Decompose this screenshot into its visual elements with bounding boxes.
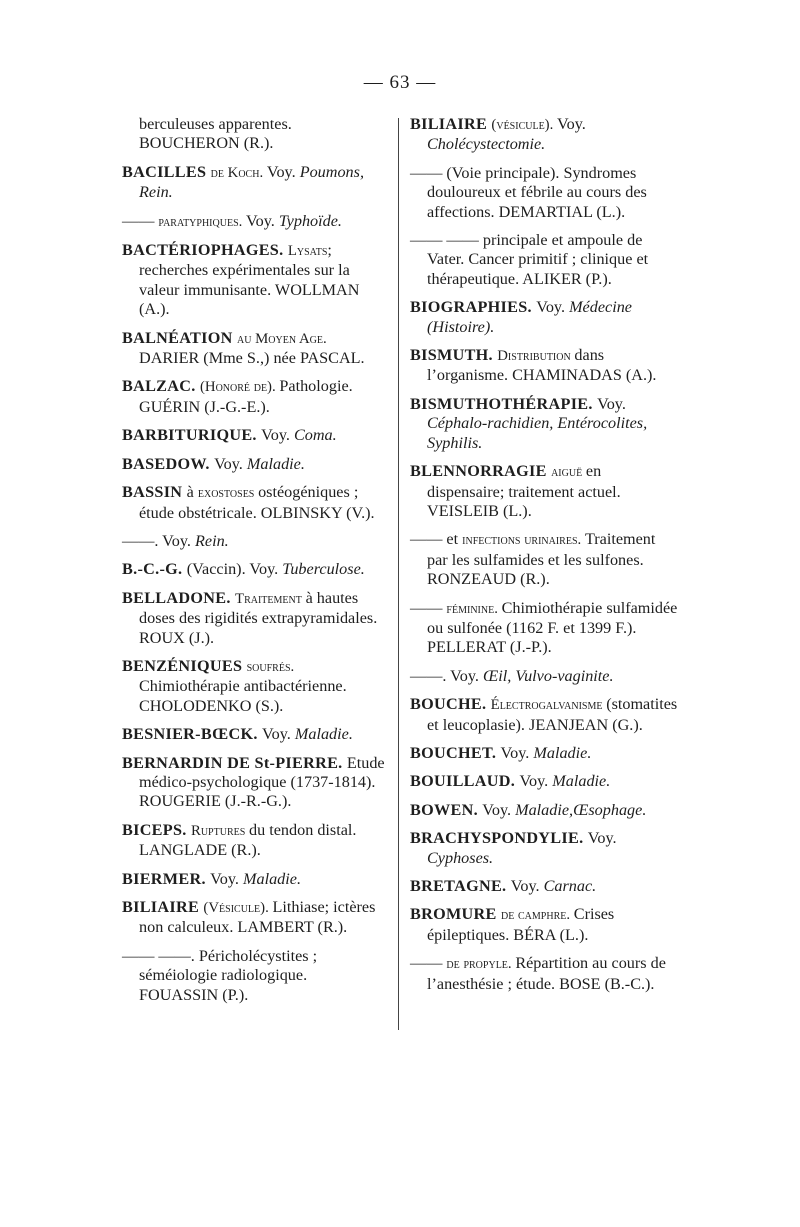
- index-entry: [122, 377, 390, 417]
- entry-text: Voy.: [482, 800, 516, 819]
- entry-text: Traitement par les sulfamides et les sulfones. RONZEAUD (R.).: [427, 530, 656, 589]
- index-entry: [122, 870, 390, 889]
- entry-text: Ruptures: [190, 822, 249, 839]
- entry-text: soufrés.: [246, 658, 295, 675]
- entry-text: à hautes doses des rigidités extrapyramidales. ROUX (J.).: [139, 588, 378, 647]
- entry-text: Traitement: [235, 590, 306, 607]
- entry-text: exostoses: [197, 485, 259, 502]
- index-entry: [122, 483, 390, 523]
- entry-heading: BARBITURIQUE.: [122, 426, 262, 445]
- entry-text: Maladie,Œsophage.: [515, 800, 647, 819]
- index-entry: [410, 829, 678, 868]
- index-entry: [122, 455, 390, 474]
- entry-text: (Honoré de).: [199, 379, 280, 396]
- entry-text: ——. Voy.: [410, 666, 484, 685]
- entry-text: —— (Voie principale). Syndromes douloureux et fébrile au cours des affections. DEMARTIAL (L.).: [410, 163, 647, 221]
- index-entry: [410, 231, 678, 289]
- entry-heading: BILIAIRE: [122, 898, 204, 916]
- index-entry: [410, 877, 678, 896]
- index-entry: [410, 164, 678, 222]
- entry-text: Tuberculose.: [282, 560, 365, 579]
- entry-text: au Moyen Age.: [236, 330, 327, 347]
- entry-text: Voy.: [261, 426, 294, 445]
- entry-text: aiguë: [551, 464, 586, 481]
- index-entry: [410, 667, 678, 686]
- entry-text: Typhoïde.: [278, 211, 342, 230]
- entry-text: Médecine (Histoire).: [427, 298, 632, 336]
- entry-text: Poumons, Rein.: [139, 162, 365, 202]
- entry-text: Voy.: [536, 298, 570, 317]
- index-entry: [122, 212, 390, 232]
- entry-heading: BOUILLAUD.: [410, 772, 520, 791]
- entry-heading: BOWEN.: [410, 800, 483, 819]
- entry-heading: BLENNORRAGIE: [410, 462, 552, 481]
- entry-text: Distribution: [497, 348, 575, 365]
- index-entry: [122, 241, 390, 320]
- entry-text: Cyphoses.: [427, 848, 494, 867]
- index-entry: [122, 725, 390, 744]
- entry-text: ——: [410, 954, 447, 973]
- index-entry: [122, 589, 390, 648]
- index-entry: [122, 754, 390, 812]
- entry-text: Voy.: [214, 454, 247, 473]
- entry-text: (Vaccin). Voy.: [186, 560, 283, 579]
- index-entry: [410, 298, 678, 337]
- entry-heading: BESNIER-BŒCK.: [122, 725, 263, 744]
- entry-heading: BELLADONE.: [122, 588, 236, 607]
- index-entry: [122, 947, 390, 1005]
- entry-text: Répartition au cours de l’anesthésie ; étude. BOSE (B.-C.).: [427, 954, 666, 993]
- entry-text: dans l’organisme. CHAMINADAS (A.).: [427, 346, 657, 385]
- index-entry: [410, 801, 678, 820]
- entry-text: Etude médico-psychologique (1737-1814). ROUGERIE (J.-R.-G.).: [139, 753, 385, 811]
- entry-text: Pathologie. GUÉRIN (J.-G.-E.).: [139, 377, 353, 416]
- entry-text: Chimiothérapie antibactérienne. CHOLODENKO (S.).: [139, 677, 347, 715]
- entry-text: ——: [122, 211, 159, 230]
- index-entry: [122, 898, 390, 938]
- entry-text: infections urinaires.: [462, 532, 585, 549]
- entry-text: Céphalo-rachidien, Entérocolites, Syphilis.: [427, 414, 648, 452]
- index-entry: [122, 163, 390, 203]
- index-entry: [122, 115, 390, 154]
- entry-text: ; recherches expérimentales sur la valeur immunisante. WOLLMAN (A.).: [139, 241, 360, 319]
- entry-text: Voy.: [587, 829, 617, 848]
- entry-text: de Koch.: [210, 164, 267, 181]
- entry-text: Maladie.: [552, 772, 611, 791]
- index-entry: [122, 426, 390, 445]
- column-divider: [398, 118, 399, 1030]
- entry-text: Carnac.: [543, 877, 597, 895]
- entry-text: ——. Voy.: [122, 531, 196, 550]
- entry-heading: BRACHYSPONDYLIE.: [410, 829, 588, 848]
- entry-text: Voy.: [262, 725, 295, 744]
- entry-heading: BOUCHET.: [410, 743, 501, 762]
- entry-text: Rein.: [195, 531, 229, 550]
- entry-text: —— ——. Péricholécystites ; séméiologie radiologique. FOUASSIN (P.).: [122, 946, 318, 1004]
- index-entry: [122, 560, 390, 579]
- entry-text: Voy.: [597, 394, 626, 413]
- entry-text: (vésicule).: [491, 117, 558, 133]
- index-entry: [410, 954, 678, 994]
- entry-heading: BASSIN: [122, 483, 187, 502]
- entry-text: Chimiothérapie sulfamidée ou sulfonée (1162 F. et 1399 F.). PELLERAT (J.-P.).: [427, 598, 678, 657]
- index-entry: [410, 695, 678, 735]
- entry-heading: BROMURE: [410, 905, 501, 924]
- index-entry: [410, 905, 678, 945]
- entry-text: Maladie.: [243, 869, 301, 888]
- entry-text: Voy.: [510, 877, 544, 895]
- entry-text: (stomatites et leucoplasie). JEANJEAN (G.).: [427, 695, 678, 734]
- index-entry: [122, 532, 390, 551]
- entry-text: en dispensaire; traitement actuel. VEISLEIB (L.).: [427, 462, 621, 520]
- entry-text: Lithiase; ictères non calculeux. LAMBERT (R.).: [139, 898, 376, 937]
- entry-text: Lysats: [287, 243, 328, 260]
- entry-text: —— —— principale et ampoule de Vater. Cancer primitif ; clinique et thérapeutique. ALIKER (P.).: [410, 231, 649, 288]
- entry-text: ostéogéniques ; étude obstétricale. OLBINSKY (V.).: [139, 483, 375, 522]
- entry-text: (Vésicule).: [203, 900, 273, 916]
- entry-heading: BALZAC.: [122, 377, 200, 396]
- entry-text: Coma.: [293, 426, 337, 445]
- entry-heading: BILIAIRE: [410, 115, 492, 133]
- entry-text: Œil, Vulvo-vaginite.: [483, 666, 614, 685]
- index-entry: [410, 395, 678, 453]
- entry-text: Crises épileptiques. BÉRA (L.).: [427, 905, 615, 944]
- index-entry: [410, 530, 678, 589]
- index-entry: [410, 599, 678, 658]
- index-entry: [410, 462, 678, 521]
- entry-text: —— et: [410, 530, 463, 549]
- page-number: — 63 —: [363, 72, 437, 93]
- index-entry: [410, 772, 678, 791]
- index-entry: [410, 115, 678, 155]
- entry-text: de camphre.: [500, 907, 574, 924]
- entry-text: Voy.: [557, 115, 586, 133]
- entry-text: Électrogalvanisme: [490, 697, 607, 714]
- index-entry: [410, 346, 678, 386]
- index-entry: [410, 744, 678, 763]
- entry-text: Maladie.: [294, 725, 353, 744]
- entry-text: Voy.: [246, 211, 279, 230]
- index-entry: [122, 329, 390, 369]
- entry-heading: B.-C.-G.: [122, 560, 187, 579]
- entry-heading: BALNÉATION: [122, 328, 237, 347]
- entry-text: Voy.: [210, 869, 243, 888]
- entry-text: paratyphiques.: [158, 213, 247, 230]
- entry-text: à: [186, 483, 198, 502]
- left-column: [122, 115, 390, 1014]
- entry-heading: BICEPS.: [122, 820, 191, 839]
- entry-text: Cholécystectomie.: [427, 135, 546, 154]
- entry-heading: BERNARDIN DE St-PIERRE.: [122, 753, 347, 772]
- entry-text: Voy.: [500, 743, 534, 762]
- right-column: [410, 115, 678, 1003]
- entry-heading: BACILLES: [122, 162, 211, 181]
- index-entry: [122, 821, 390, 861]
- entry-heading: BASEDOW.: [122, 454, 215, 473]
- entry-text: de propyle.: [446, 956, 516, 973]
- entry-heading: BENZÉNIQUES: [122, 656, 247, 675]
- entry-text: Maladie.: [246, 454, 305, 473]
- entry-heading: BOUCHE.: [410, 695, 491, 714]
- entry-heading: BIOGRAPHIES.: [410, 298, 537, 317]
- entry-heading: BISMUTHOTHÉRAPIE.: [410, 394, 598, 413]
- entry-text: Maladie.: [533, 743, 592, 762]
- entry-text: du tendon distal. LANGLADE (R.).: [139, 820, 357, 860]
- entry-text: féminine.: [446, 600, 502, 617]
- entry-heading: BISMUTH.: [410, 346, 498, 365]
- entry-heading: BACTÉRIOPHAGES.: [122, 241, 288, 260]
- entry-text: berculeuses apparentes. BOUCHERON (R.).: [139, 115, 292, 153]
- entry-text: Voy.: [519, 772, 553, 791]
- entry-heading: BIERMER.: [122, 869, 211, 888]
- entry-text: DARIER (Mme S.,) née PASCAL.: [139, 349, 365, 368]
- entry-heading: BRETAGNE.: [410, 877, 511, 895]
- index-entry: [122, 657, 390, 716]
- entry-text: Voy.: [266, 162, 300, 181]
- entry-text: ——: [410, 598, 447, 617]
